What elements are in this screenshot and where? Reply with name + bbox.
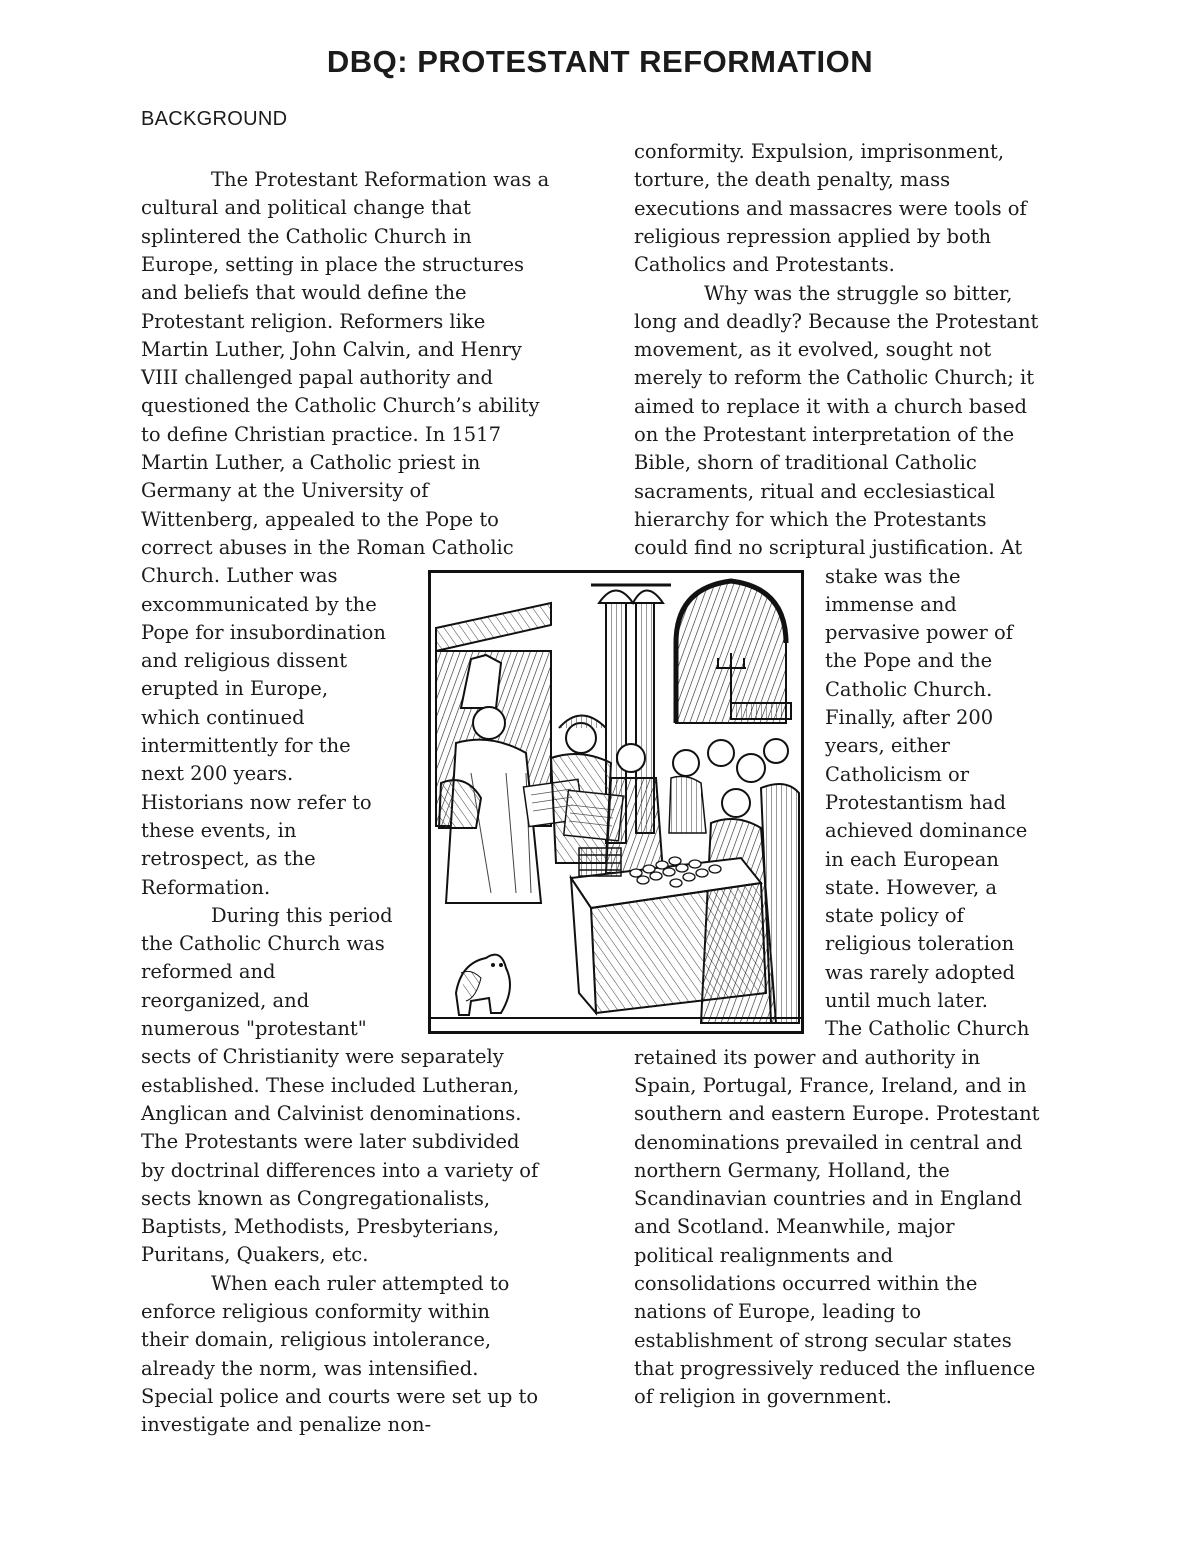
text-line: splintered the Catholic Church in: [141, 224, 472, 248]
text-line: southern and eastern Europe. Protestant: [634, 1102, 1040, 1126]
text-line: Pope for insubordination: [141, 620, 386, 644]
text-line: northern Germany, Holland, the: [634, 1158, 950, 1182]
text-line: Wittenberg, appealed to the Pope to: [141, 507, 499, 531]
text-line: Anglican and Calvinist denominations.: [141, 1101, 522, 1125]
text-line: hierarchy for which the Protestants: [634, 507, 987, 531]
text-line: their domain, religious intolerance,: [141, 1328, 492, 1352]
text-line: VIII challenged papal authority and: [141, 366, 494, 390]
text-line: by doctrinal differences into a variety of: [141, 1158, 539, 1182]
text-line: stake was the: [825, 564, 961, 588]
document-title: DBQ: PROTESTANT REFORMATION: [326, 44, 874, 79]
text-line: executions and massacres were tools of: [634, 196, 1027, 220]
text-line: Finally, after 200: [825, 706, 994, 729]
section-heading: BACKGROUND: [141, 108, 288, 130]
text-line: religious toleration: [825, 932, 1015, 956]
text-line: Europe, setting in place the structures: [141, 252, 525, 276]
text-line: excommunicated by the: [141, 592, 377, 616]
text-line: retained its power and authority in: [634, 1045, 981, 1069]
text-line: During this period: [211, 903, 393, 927]
text-line: Church. Luther was: [141, 564, 338, 588]
text-line: reformed and: [141, 960, 276, 984]
text-line: Catholic Church.: [825, 677, 993, 701]
text-line: established. These included Lutheran,: [141, 1073, 520, 1097]
text-line: The Protestants were later subdivided: [141, 1130, 520, 1154]
text-line: to define Christian practice. In 1517: [141, 422, 501, 446]
text-line: Martin Luther, a Catholic priest in: [141, 451, 481, 474]
text-line: The Protestant Reformation was a: [211, 168, 550, 191]
text-line: Special police and courts were set up to: [141, 1384, 539, 1408]
text-line: state policy of: [825, 904, 964, 928]
text-line: Spain, Portugal, France, Ireland, and in: [634, 1073, 1027, 1097]
text-line: these events, in: [141, 818, 297, 842]
text-line: Puritans, Quakers, etc.: [141, 1243, 369, 1267]
text-line: the Pope and the: [825, 649, 993, 673]
text-line: correct abuses in the Roman Catholic: [141, 535, 514, 559]
text-line: sects of Christianity were separately: [141, 1045, 504, 1069]
text-line: The Catholic Church: [825, 1017, 1030, 1041]
text-line: numerous "protestant": [141, 1017, 367, 1040]
text-line: Protestantism had: [825, 790, 1007, 814]
text-line: Scandinavian countries and in England: [634, 1187, 1022, 1211]
text-line: consolidations occurred within the: [634, 1272, 978, 1295]
text-line: religious repression applied by both: [634, 224, 992, 248]
text-line: Germany at the University of: [141, 479, 429, 503]
text-line: Reformation.: [141, 875, 271, 899]
text-line: on the Protestant interpretation of the: [634, 423, 1015, 446]
text-line: until much later.: [825, 989, 988, 1012]
text-line: that progressively reduced the influence: [634, 1356, 1036, 1380]
text-line: Bible, shorn of traditional Catholic: [634, 451, 977, 475]
text-line: Protestant religion. Reformers like: [141, 309, 486, 333]
text-line: state. However, a: [825, 875, 997, 899]
text-line: torture, the death penalty, mass: [634, 168, 951, 192]
text-line: years, either: [825, 734, 950, 758]
text-line: cultural and political change that: [141, 196, 471, 220]
text-line: aimed to replace it with a church based: [634, 394, 1028, 418]
text-line: nations of Europe, leading to: [634, 1300, 922, 1324]
text-line: reorganized, and: [141, 988, 310, 1012]
text-line: was rarely adopted: [825, 960, 1015, 984]
text-line: political realignments and: [634, 1243, 894, 1267]
text-line: investigate and penalize non-: [141, 1413, 432, 1437]
text-line: of religion in government.: [634, 1385, 892, 1409]
text-line: movement, as it evolved, sought not: [634, 338, 992, 362]
text-line: already the norm, was intensified.: [141, 1356, 479, 1380]
text-line: When each ruler attempted to: [211, 1271, 510, 1295]
text-line: questioned the Catholic Church’s ability: [141, 394, 540, 418]
text-line: next 200 years.: [141, 762, 294, 786]
text-line: retrospect, as the: [141, 847, 316, 871]
text-line: erupted in Europe,: [141, 677, 329, 701]
text-line: achieved dominance: [825, 819, 1028, 843]
text-line: Catholicism or: [825, 762, 970, 786]
text-line: Why was the struggle so bitter,: [704, 281, 1013, 305]
text-line: establishment of strong secular states: [634, 1328, 1012, 1352]
text-line: which continued: [141, 705, 305, 729]
text-line: the Catholic Church was: [141, 932, 385, 956]
text-line: Catholics and Protestants.: [634, 253, 895, 277]
text-line: and beliefs that would define the: [141, 281, 467, 305]
text-line: Historians now refer to: [141, 790, 372, 814]
text-line: conformity. Expulsion, imprisonment,: [634, 140, 1005, 163]
text-line: merely to reform the Catholic Church; it: [634, 366, 1035, 390]
text-line: sects known as Congregationalists,: [141, 1186, 491, 1210]
text-line: enforce religious conformity within: [141, 1300, 490, 1323]
text-line: and religious dissent: [141, 649, 348, 673]
text-line: denominations prevailed in central and: [634, 1130, 1023, 1154]
text-line: Baptists, Methodists, Presbyterians,: [141, 1215, 500, 1239]
text-line: and Scotland. Meanwhile, major: [634, 1215, 955, 1239]
text-line: in each European: [825, 847, 999, 871]
text-line: immense and: [825, 592, 957, 616]
text-line: intermittently for the: [141, 734, 351, 757]
text-line: sacraments, ritual and ecclesiastical: [634, 479, 996, 503]
text-line: Martin Luther, John Calvin, and Henry: [141, 337, 522, 361]
text-line: pervasive power of: [825, 621, 1013, 645]
text-line: long and deadly? Because the Protestant: [634, 309, 1039, 333]
text-line: could find no scriptural justification. At: [634, 536, 1023, 560]
woodcut-illustration: [428, 570, 804, 1034]
